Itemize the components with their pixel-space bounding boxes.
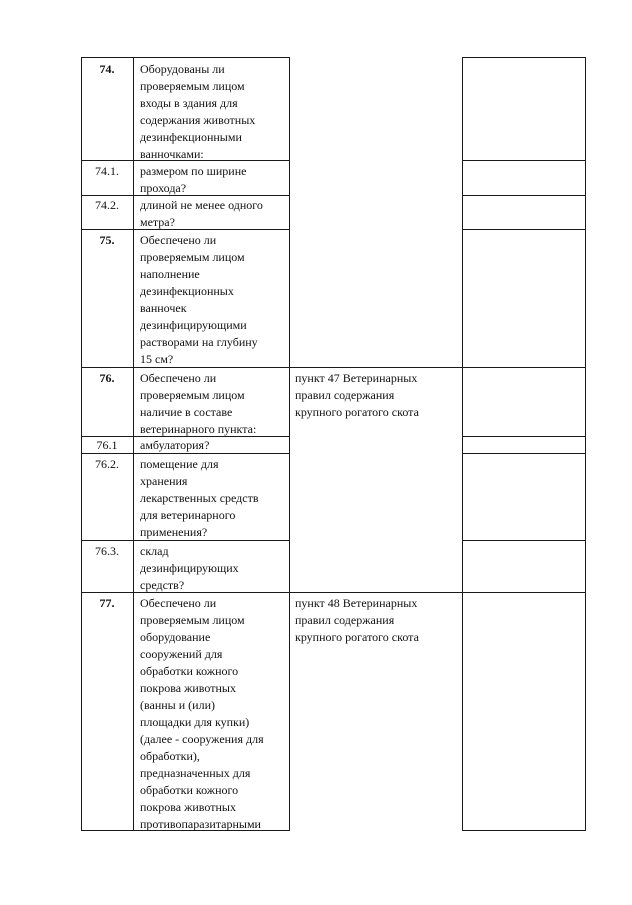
row-divider-right [462,195,586,196]
row-divider-right [462,160,586,161]
row-reference: пункт 48 Ветеринарных правил содержания крупного рогатого скота [295,596,419,644]
row-divider-right [462,436,586,437]
row-number: 77. [99,596,115,610]
row-question: Обеспечено ли проверяемым лицом наполнение дезинфекционных ванночек дезинфицирующими растворами на глубину 15 см? [140,233,258,366]
row-number: 76.1 [96,438,118,452]
row-question: амбулатория? [140,438,210,452]
row-number: 74.1. [95,164,119,178]
row-question: склад дезинфицирующих средств? [140,544,239,592]
row-number: 75. [99,233,115,247]
row-number: 76.2. [95,457,119,471]
row-divider-right [462,540,586,541]
row-number: 76. [99,371,115,385]
row-reference: пункт 47 Ветеринарных правил содержания крупного рогатого скота [295,371,419,419]
table-bottom-border-right [462,830,586,831]
row-divider-right [462,592,586,593]
reference-divider [289,367,463,368]
row-divider-right [462,453,586,454]
table-top-border-left [81,57,290,58]
row-divider-right [462,229,586,230]
number-column-divider [133,57,134,831]
result-column-left-border [462,57,463,831]
question-column-divider [289,57,290,831]
reference-divider [289,592,463,593]
table-top-border-right [462,57,586,58]
row-divider-right [462,367,586,368]
row-number: 76.3. [95,544,119,558]
row-question: размером по ширине прохода? [140,164,247,195]
table-right-border [585,57,586,831]
row-question: Обеспечено ли проверяемым лицом оборудование сооружений для обработки кожного покрова животных (ванны и (или) площадки для купки) (далее - сооружения для обработки), предназначенных для обработки кожного покрова животных противопаразитарными [140,596,264,831]
row-number: 74.2. [95,198,119,212]
row-number: 74. [99,62,115,76]
row-question: Оборудованы ли проверяемым лицом входы в здания для содержания животных дезинфекционными ванночками: [140,62,256,161]
row-question: длиной не менее одного метра? [140,198,263,229]
row-question: помещение для хранения лекарственных средств для ветеринарного применения? [140,457,259,539]
row-question: Обеспечено ли проверяемым лицом наличие в составе ветеринарного пункта: [140,371,257,436]
